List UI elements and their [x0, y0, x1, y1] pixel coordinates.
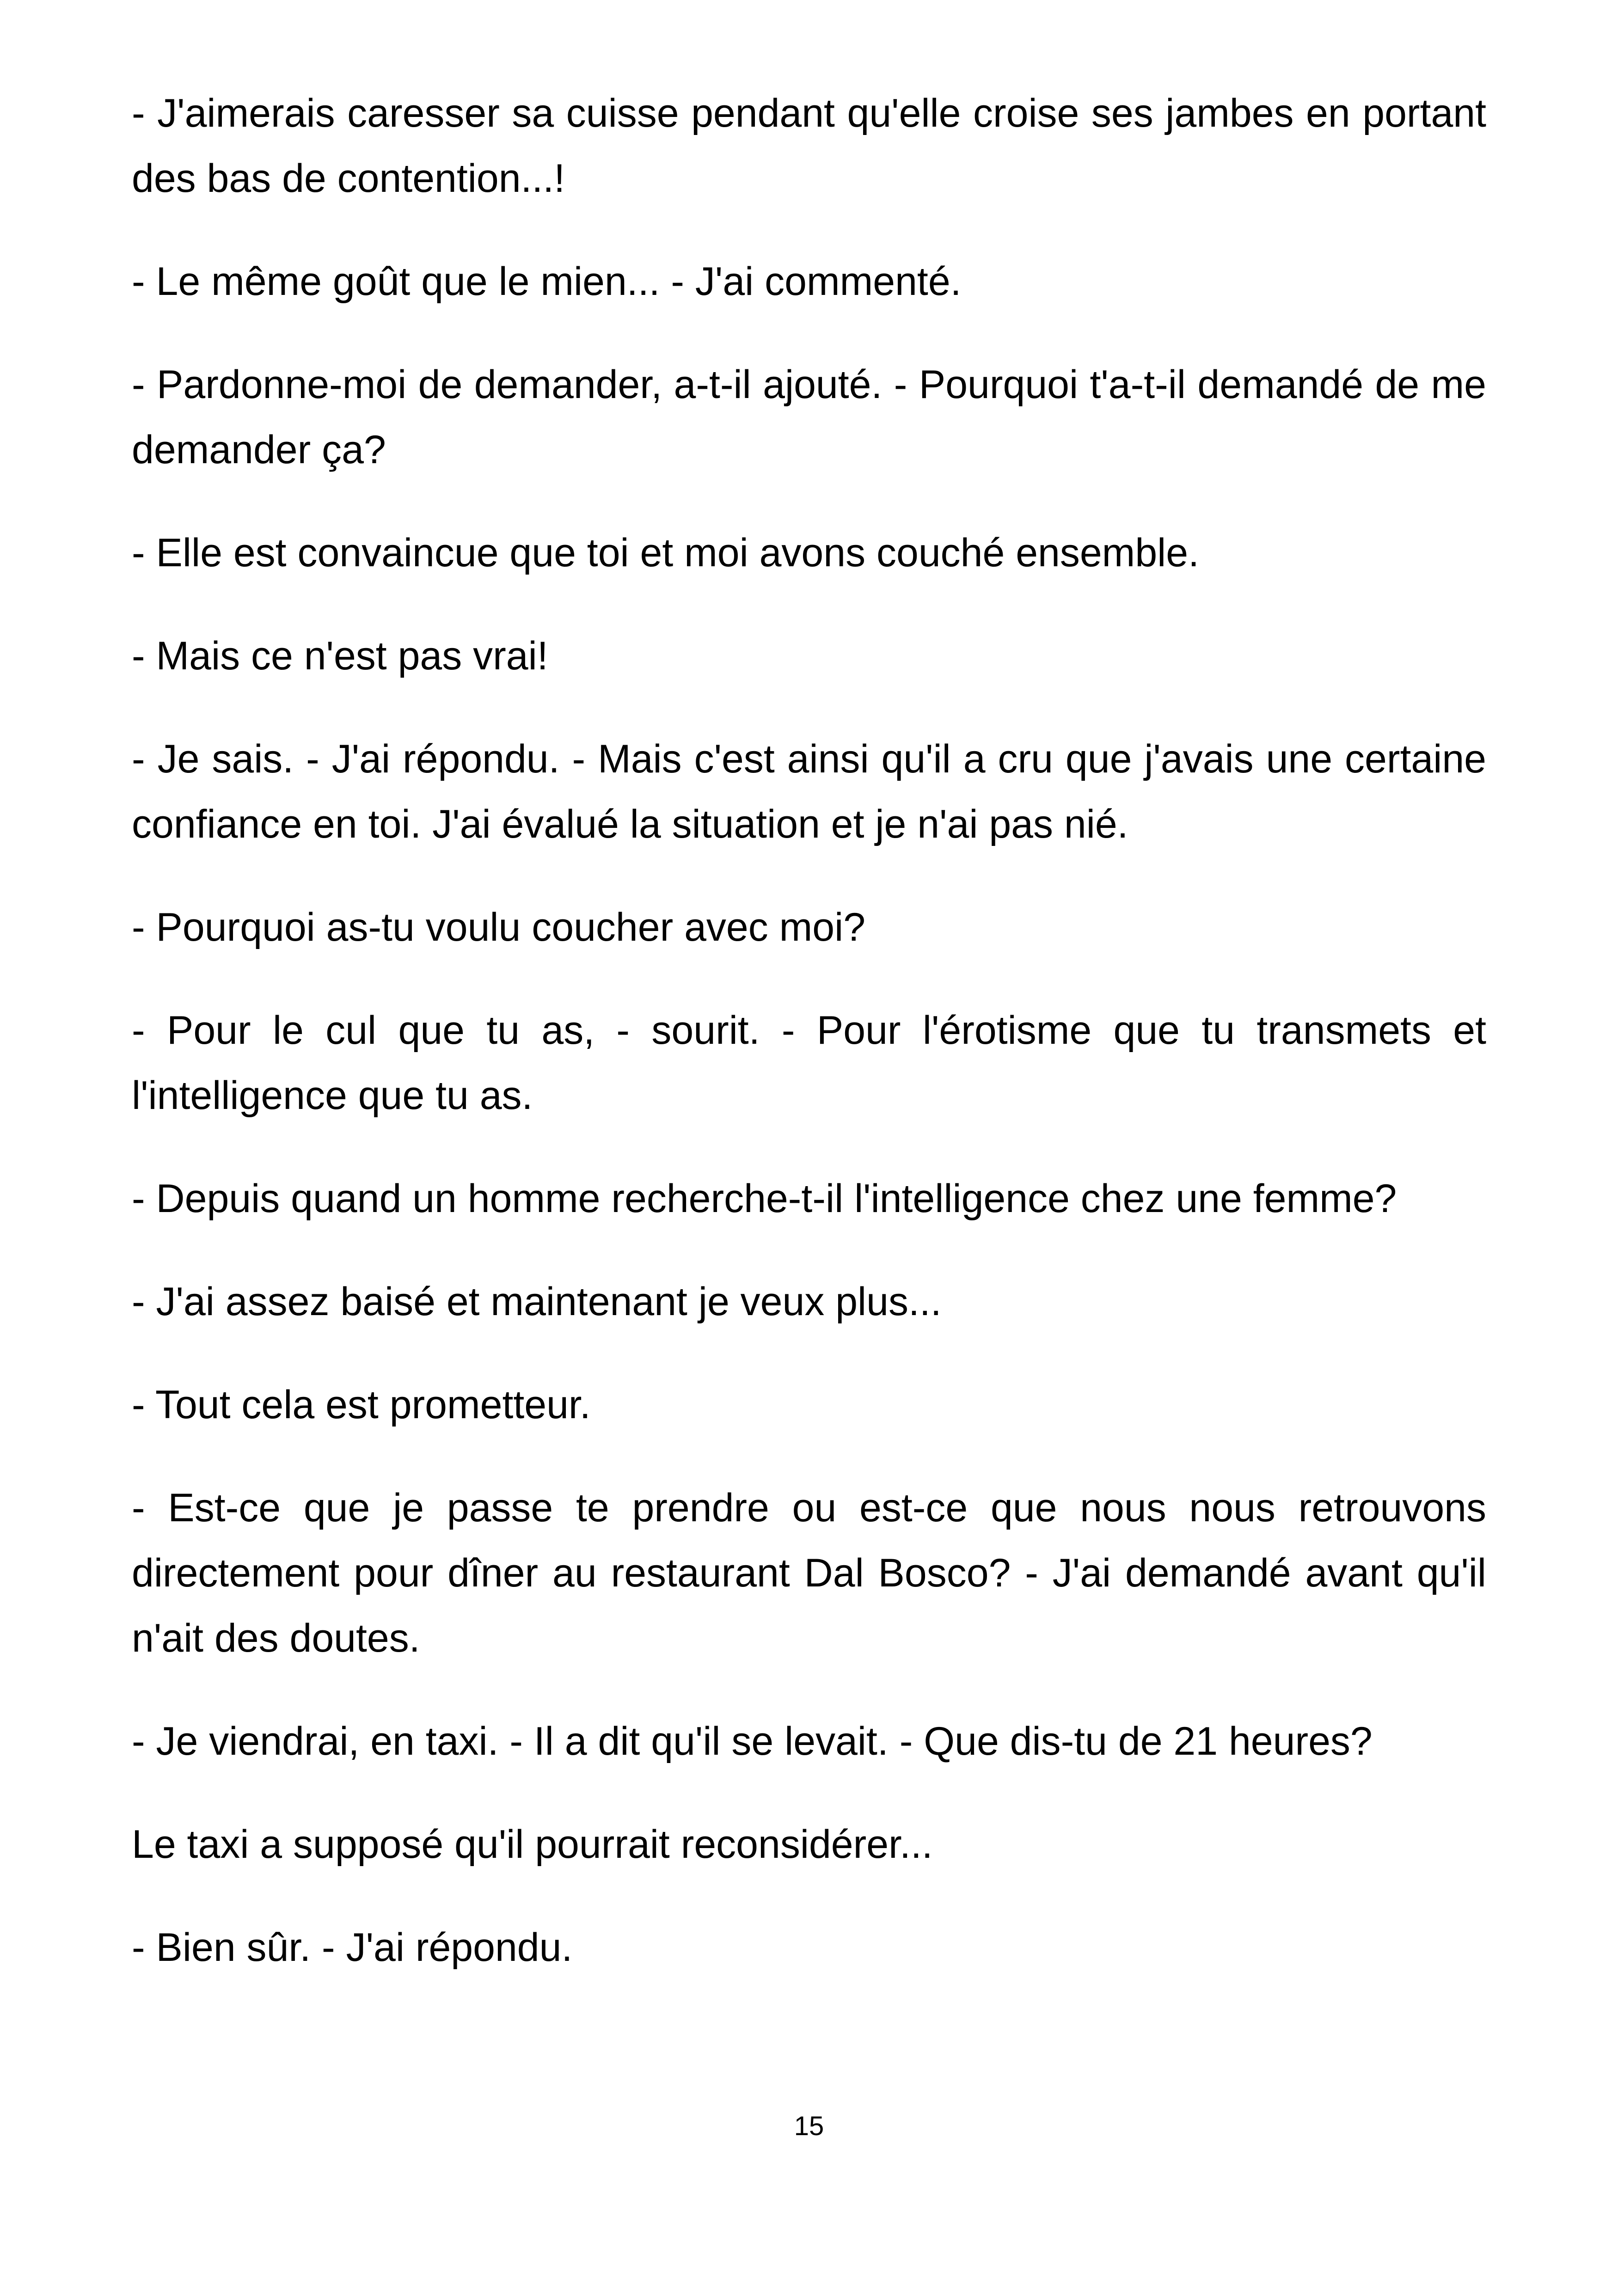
body-text: [132, 81, 1486, 2018]
paragraph: - Depuis quand un homme recherche-t-il l'intelligence chez une femme?: [132, 1176, 1397, 1221]
paragraph: - Mais ce n'est pas vrai!: [132, 634, 548, 678]
paragraph: - Tout cela est prometteur.: [132, 1383, 591, 1427]
page-number: 15: [794, 2111, 824, 2141]
paragraph: - Pour le cul que tu as, - sourit. - Pour l'érotisme que tu transmets et l'intelligence que tu as.: [132, 1008, 1486, 1118]
paragraph: - Bien sûr. - J'ai répondu.: [132, 1925, 573, 1970]
paragraph: - Je viendrai, en taxi. - Il a dit qu'il se levait. - Que dis-tu de 21 heures?: [132, 1719, 1373, 1763]
paragraph: - Le même goût que le mien... - J'ai commenté.: [132, 259, 962, 304]
paragraph: - Est-ce que je passe te prendre ou est-ce que nous nous retrouvons directement pour dîner au restaurant Dal Bosco? - J'ai demandé avant qu'il n'ait des doutes.: [132, 1486, 1486, 1660]
paragraph: - J'aimerais caresser sa cuisse pendant qu'elle croise ses jambes en portant des bas de contention...!: [132, 91, 1486, 201]
paragraph: - J'ai assez baisé et maintenant je veux plus...: [132, 1280, 942, 1324]
paragraph: - Elle est convaincue que toi et moi avons couché ensemble.: [132, 531, 1199, 575]
paragraph: - Je sais. - J'ai répondu. - Mais c'est ainsi qu'il a cru que j'avais une certaine confiance en toi. J'ai évalué la situation et je n'ai pas nié.: [132, 737, 1486, 846]
paragraph: - Pardonne-moi de demander, a-t-il ajouté. - Pourquoi t'a-t-il demandé de me demander ça?: [132, 362, 1486, 472]
paragraph: Le taxi a supposé qu'il pourrait reconsidérer...: [132, 1822, 933, 1867]
paragraph: - Pourquoi as-tu voulu coucher avec moi?: [132, 905, 866, 949]
